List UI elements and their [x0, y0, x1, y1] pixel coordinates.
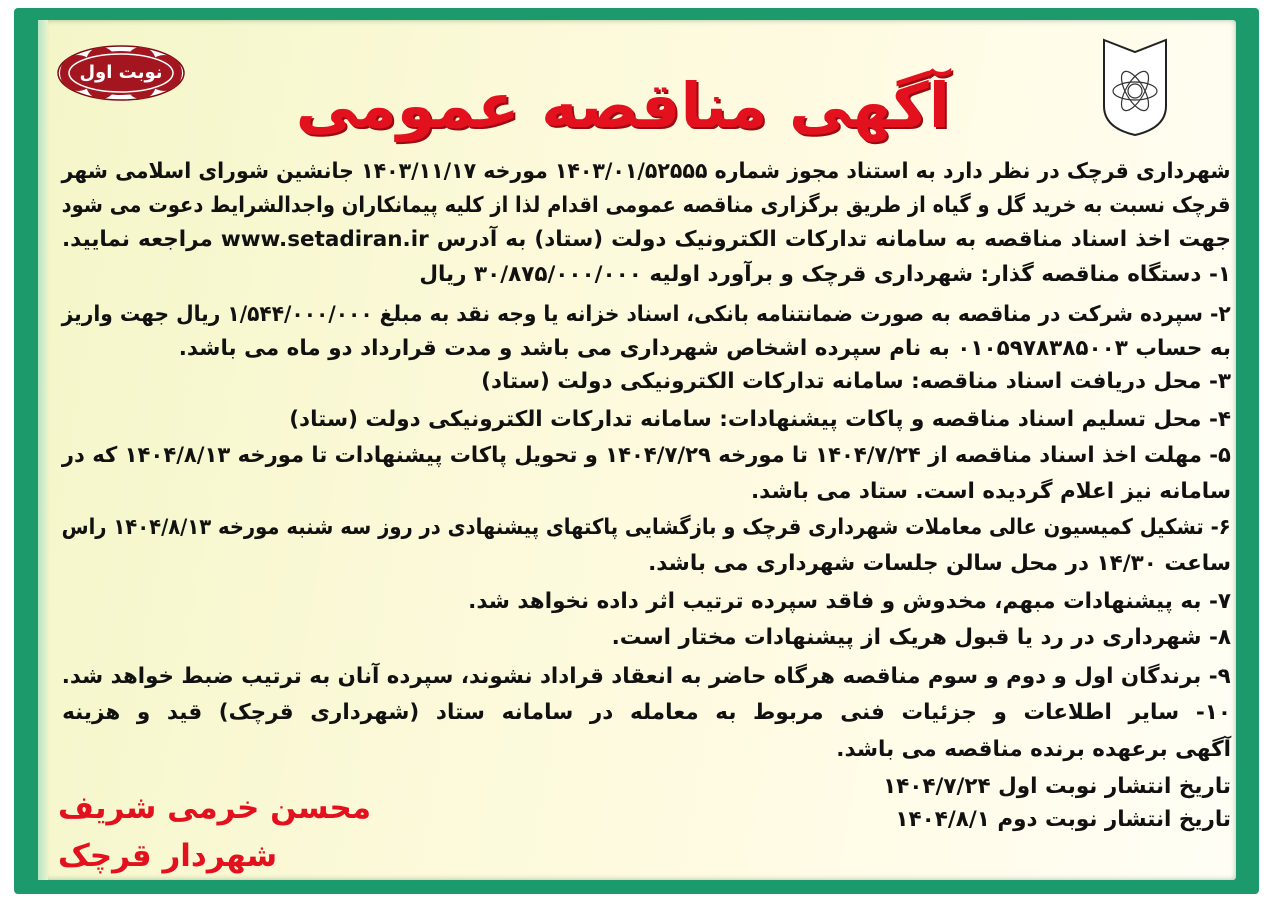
second-publish-date: تاریخ انتشار نوبت دوم ۱۴۰۴/۸/۱ [895, 807, 1231, 832]
body-line: ساعت ۱۴/۳۰ در محل سالن جلسات شهرداری می باشد. [648, 551, 1231, 576]
body-line: قرچک نسبت به خرید گل و گیاه از طریق برگزاری مناقصه عمومی اقدام لذا از کلیه پیمانکاران واجدالشرایط دعوت می شود [62, 193, 1231, 218]
body-line: جهت اخذ اسناد مناقصه به سامانه تدارکات الکترونیک دولت (ستاد) به آدرس www.setadiran.ir مراجعه نمایید. [61, 227, 1231, 252]
item-8: ۸- شهرداری در رد یا قبول هریک از پیشنهادات مختار است. [611, 625, 1231, 650]
badge-label: نوبت اول [79, 62, 163, 83]
round-badge [56, 44, 186, 102]
item-1: ۱- دستگاه مناقصه گذار: شهرداری قرچک و برآورد اولیه ۳۰/۸۷۵/۰۰۰/۰۰۰ ریال [419, 262, 1231, 287]
item-10: ۱۰- سایر اطلاعات و جزئیات فنی مربوط به معامله در سامانه ستاد (شهرداری قرچک) قید و هزینه [62, 700, 1231, 725]
body-line: به حساب ۰۱۰۵۹۷۸۳۸۵۰۰۳ به نام سپرده اشخاص شهرداری می باشد و مدت قرارداد دو ماه می باشد. [178, 336, 1231, 361]
page-title: آگهی مناقصه عمومی [295, 69, 950, 142]
signatory-name: محسن خرمی شریف [58, 790, 372, 826]
body-line: آگهی برعهده برنده مناقصه می باشد. [836, 737, 1231, 762]
item-4: ۴- محل تسلیم اسناد مناقصه و پاکات پیشنهادات: سامانه تدارکات الکترونیکی دولت (ستاد) [289, 407, 1231, 432]
municipality-emblem-icon [1100, 36, 1170, 138]
body-line: سامانه نیز اعلام گردیده است. ستاد می باشد. [751, 479, 1231, 504]
item-7: ۷- به پیشنهادات مبهم، مخدوش و فاقد سپرده ترتیب اثر داده نخواهد شد. [468, 589, 1231, 614]
item-9: ۹- برندگان اول و دوم و سوم مناقصه هرگاه حاضر به انعقاد قراداد نشوند، سپرده آنان به ترتیب ضبط خواهد شد. [62, 664, 1231, 689]
item-2: ۲- سپرده شرکت در مناقصه به صورت ضمانتنامه بانکی، اسناد خزانه یا وجه نقد به مبلغ ۱/۵۴۴/۰۰۰/۰۰۰ ریال جهت واریز [61, 302, 1231, 327]
signatory-position: شهردار قرچک [58, 838, 278, 874]
item-6: ۶- تشکیل کمیسیون عالی معاملات شهرداری قرچک و بازگشایی پاکتهای پیشنهادی در روز سه شنبه مورخه ۱۴۰۴/۸/۱۳ راس [61, 515, 1231, 540]
first-publish-date: تاریخ انتشار نوبت اول ۱۴۰۴/۷/۲۴ [883, 774, 1231, 799]
body-line: شهرداری قرچک در نظر دارد به استناد مجوز شماره ۱۴۰۳/۰۱/۵۲۵۵۵ مورخه ۱۴۰۳/۱۱/۱۷ جانشین شورای اسلامی شهر [62, 159, 1231, 184]
item-5: ۵- مهلت اخذ اسناد مناقصه از ۱۴۰۴/۷/۲۴ تا مورخه ۱۴۰۴/۷/۲۹ و تحویل پاکات پیشنهادات تا مورخه ۱۴۰۴/۸/۱۳ که در [62, 443, 1231, 468]
item-3: ۳- محل دریافت اسناد مناقصه: سامانه تدارکات الکترونیکی دولت (ستاد) [481, 369, 1231, 394]
